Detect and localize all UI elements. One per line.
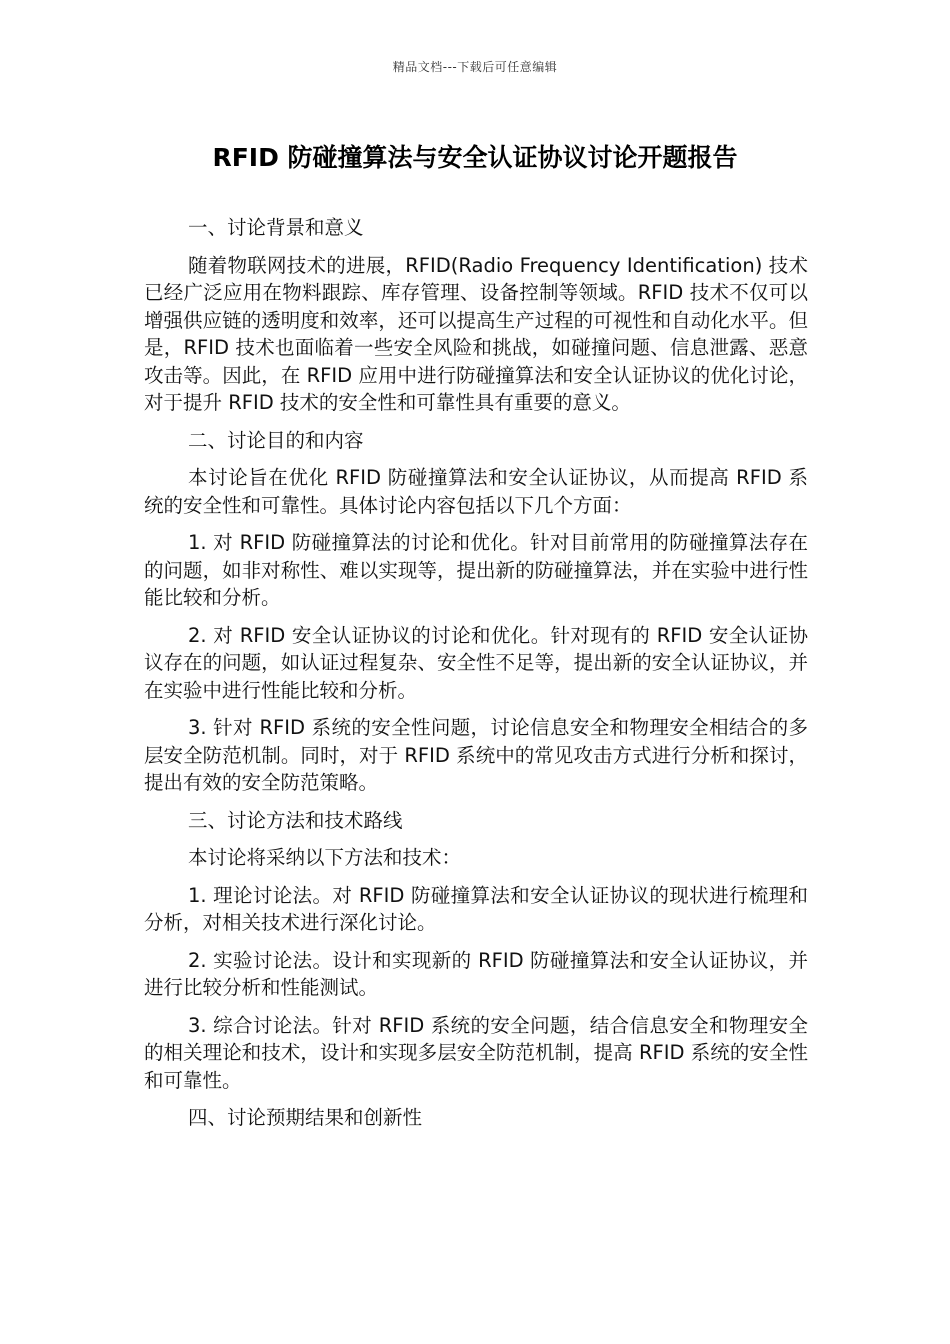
document-body	[144, 214, 808, 1142]
paragraph-purpose-item-1: 1. 对 RFID 防碰撞算法的讨论和优化。针对目前常用的防碰撞算法存在的问题，如非对称性、难以实现等，提出新的防碰撞算法，并在实验中进行性能比较和分析。	[144, 531, 808, 609]
paragraph-methods-intro: 本讨论将采纳以下方法和技术：	[188, 846, 462, 869]
paragraph-methods-item-2: 2. 实验讨论法。设计和实现新的 RFID 防碰撞算法和安全认证协议，并进行比较分析和性能测试。	[144, 948, 808, 999]
header-note: 精品文档---下载后可任意编辑	[392, 60, 558, 74]
section-heading-expected-results: 四、讨论预期结果和创新性	[188, 1106, 423, 1129]
section-heading-purpose: 二、讨论目的和内容	[188, 428, 364, 452]
paragraph-methods-item-1: 1. 理论讨论法。对 RFID 防碰撞算法和安全认证协议的现状进行梳理和分析，对相关技术进行深化讨论。	[144, 883, 808, 934]
paragraph-purpose-item-3: 3. 针对 RFID 系统的安全性问题，讨论信息安全和物理安全相结合的多层安全防范机制。同时，对于 RFID 系统中的常见攻击方式进行分析和探讨，提出有效的安全防范策略。	[144, 716, 808, 794]
paragraph-purpose-intro: 本讨论旨在优化 RFID 防碰撞算法和安全认证协议，从而提高 RFID 系统的安全性和可靠性。具体讨论内容包括以下几个方面：	[144, 466, 808, 517]
section-heading-background: 一、讨论背景和意义	[188, 216, 364, 239]
paragraph-background: 随着物联网技术的进展，RFID(Radio Frequency Identification) 技术已经广泛应用在物料跟踪、库存管理、设备控制等领域。RFID 技术不仅可以增强供应链的透明度和效率，还可以提高生产过程的可视性和自动化水平。但是，RFID 技术也面临着一些安全风险和挑战，如碰撞问题、信息泄露、恶意攻击等。因此，在 RFID 应用中进行防碰撞算法和安全认证协议的优化讨论，对于提升 RFID 技术的安全性和可靠性具有重要的意义。	[144, 253, 808, 414]
paragraph-purpose-item-2: 2. 对 RFID 安全认证协议的讨论和优化。针对现有的 RFID 安全认证协议存在的问题，如认证过程复杂、安全性不足等，提出新的安全认证协议，并在实验中进行性能比较和分析。	[144, 623, 808, 702]
section-heading-methods: 三、讨论方法和技术路线	[188, 808, 403, 832]
paragraph-methods-item-3: 3. 综合讨论法。针对 RFID 系统的安全问题，结合信息安全和物理安全的相关理论和技术，设计和实现多层安全防范机制，提高 RFID 系统的安全性和可靠性。	[144, 1013, 808, 1092]
document-title: RFID 防碰撞算法与安全认证协议讨论开题报告	[212, 143, 738, 172]
